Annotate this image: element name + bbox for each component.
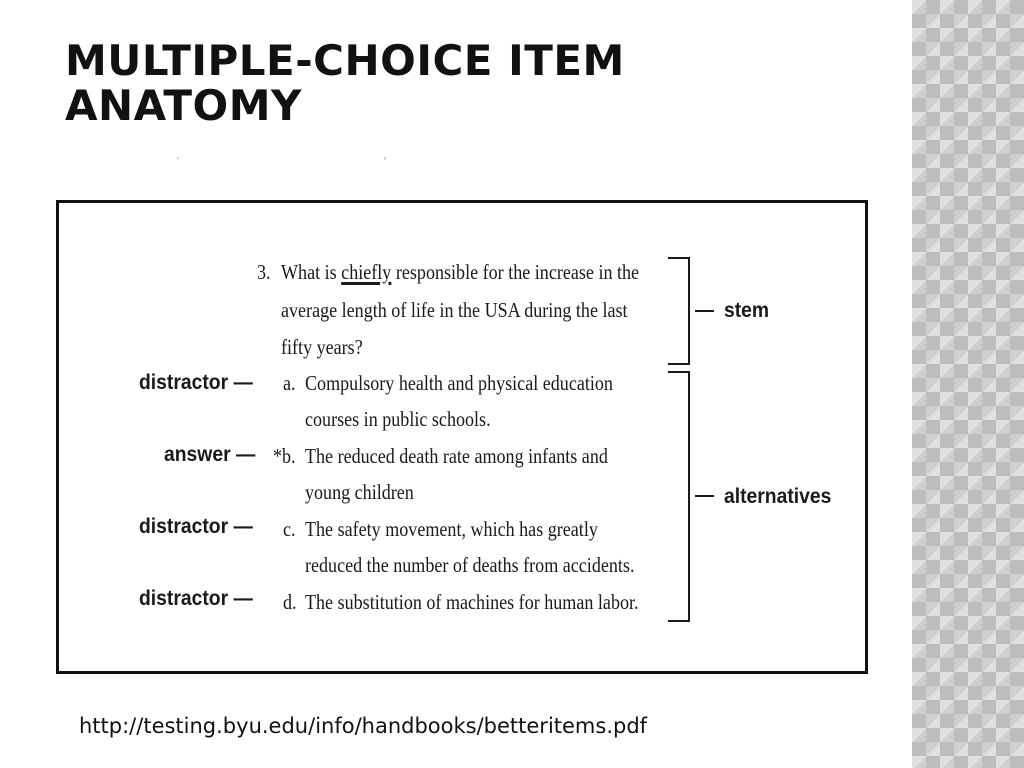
option-a-line-2: courses in public schools. <box>305 407 491 431</box>
decorative-side-panel <box>912 0 1024 768</box>
alternatives-label: alternatives <box>724 485 832 508</box>
role-label-d: distractor — <box>139 587 253 610</box>
alternatives-bracket <box>668 372 689 621</box>
scan-artifact-marks: ‘ ’ <box>176 155 487 168</box>
role-label-b: answer — <box>164 443 256 466</box>
option-a-marker: a. <box>283 371 296 395</box>
option-c-line-2: reduced the number of deaths from accidents. <box>305 553 635 577</box>
stem-label: stem <box>724 299 770 322</box>
role-label-a: distractor — <box>139 371 253 394</box>
option-a-line-1: Compulsory health and physical education <box>305 371 613 395</box>
stem-line-1-start: What is <box>281 260 342 284</box>
slide-title-line-1: MULTIPLE-CHOICE ITEM <box>65 36 625 85</box>
slide-title-line-2: ANATOMY <box>65 81 302 130</box>
stem-line-3: fifty years? <box>281 335 363 359</box>
option-d-line-1: The substitution of machines for human labor. <box>305 590 639 614</box>
stem-line-1 <box>281 260 639 285</box>
option-c-line-1: The safety movement, which has greatly <box>305 517 598 541</box>
question-number: 3. <box>257 260 271 284</box>
source-url: http://testing.byu.edu/info/handbooks/betteritems.pdf <box>79 714 648 738</box>
option-c-marker: c. <box>283 517 296 541</box>
option-b-marker: *b. <box>273 444 296 468</box>
stem-line-1-end: responsible for the increase in the <box>391 260 640 284</box>
role-label-c: distractor — <box>139 515 253 538</box>
slide-title <box>65 38 685 128</box>
stem-line-2: average length of life in the USA during the last <box>281 298 628 322</box>
option-b-line-2: young children <box>305 480 414 504</box>
stem-bracket <box>668 258 689 364</box>
option-d-marker: d. <box>283 590 297 614</box>
emphasized-word: chiefly <box>341 260 392 284</box>
item-anatomy-figure <box>56 200 868 674</box>
option-b-line-1: The reduced death rate among infants and <box>305 444 608 468</box>
